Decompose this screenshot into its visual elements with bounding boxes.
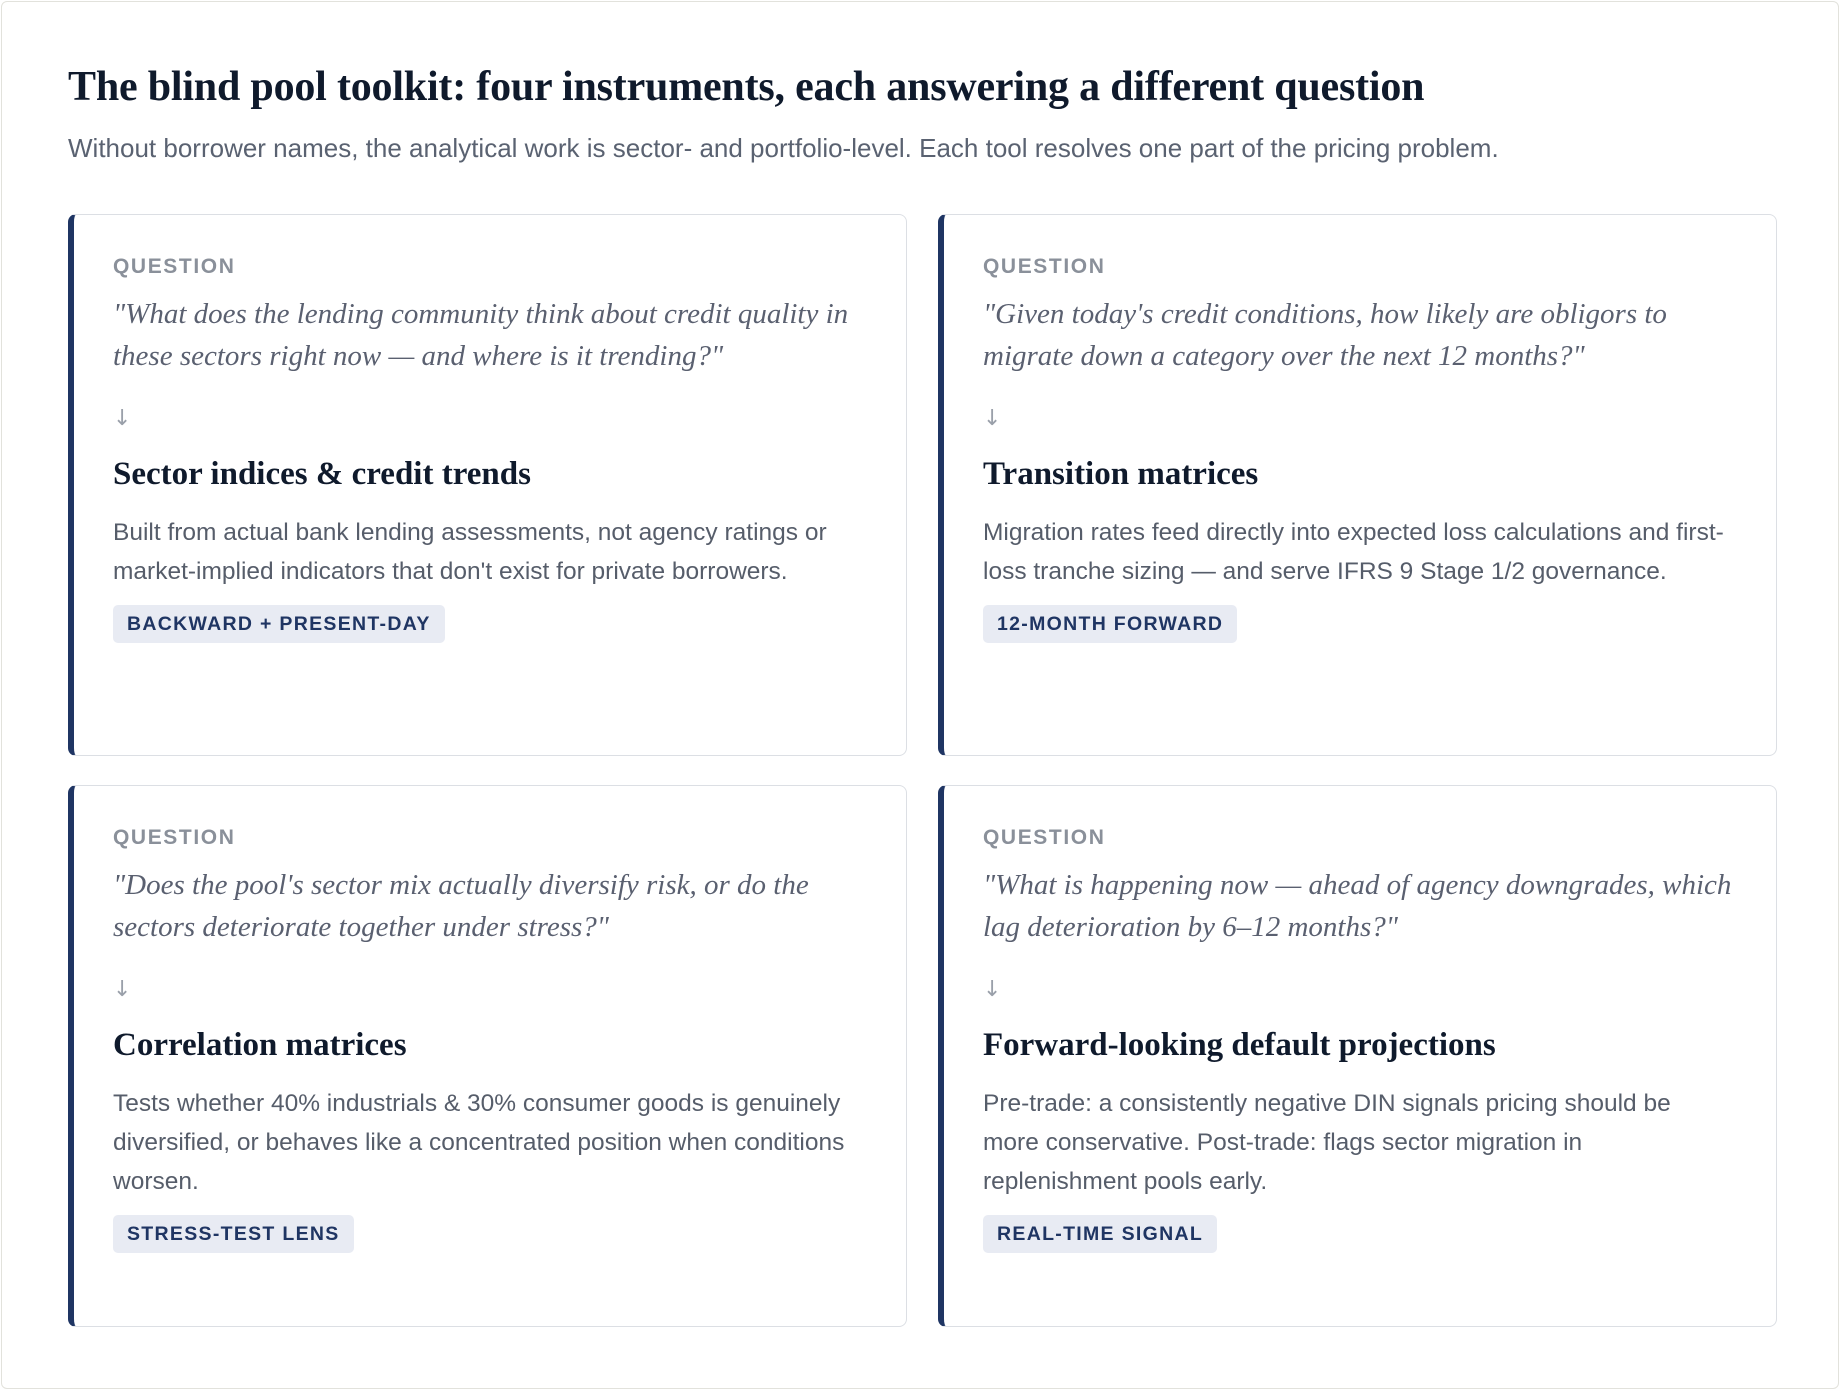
tool-description: Built from actual bank lending assessments, not agency ratings or market-implied indicators that don't exist for private borrowers.	[113, 519, 827, 585]
card-transition-matrices	[938, 214, 1777, 756]
horizon-tag: REAL-TIME SIGNAL	[983, 1215, 1217, 1253]
toolkit-card-grid	[68, 214, 1777, 1327]
tool-title: Correlation matrices	[113, 1027, 407, 1063]
tool-description: Migration rates feed directly into expected loss calculations and first-loss tranche sizing — and serve IFRS 9 Stage 1/2 governance.	[983, 519, 1724, 585]
card-sector-indices	[68, 214, 907, 756]
question-text: "What is happening now — ahead of agency downgrades, which lag deterioration by 6–12 months?"	[983, 869, 1732, 943]
down-arrow-icon: ↓	[113, 406, 132, 431]
page-subtitle: Without borrower names, the analytical work is sector- and portfolio-level. Each tool resolves one part of the pricing problem.	[68, 133, 1499, 163]
down-arrow-icon: ↓	[983, 977, 1002, 1002]
card-correlation-matrices	[68, 785, 907, 1327]
question-label: QUESTION	[113, 255, 236, 278]
tool-title: Sector indices & credit trends	[113, 456, 531, 492]
page-frame	[1, 1, 1839, 1389]
down-arrow-icon: ↓	[113, 977, 132, 1002]
question-label: QUESTION	[983, 255, 1106, 278]
horizon-tag: STRESS-TEST LENS	[113, 1215, 354, 1253]
question-text: "What does the lending community think about credit quality in these sectors right now — and where is it trending?"	[113, 298, 849, 372]
tool-title: Forward-looking default projections	[983, 1027, 1496, 1063]
question-text: "Does the pool's sector mix actually diversify risk, or do the sectors deteriorate together under stress?"	[113, 869, 809, 943]
horizon-tag: BACKWARD + PRESENT-DAY	[113, 605, 445, 643]
page-title: The blind pool toolkit: four instruments, each answering a different question	[68, 64, 1425, 110]
tool-description: Pre-trade: a consistently negative DIN signals pricing should be more conservative. Post-trade: flags sector migration in replenishment pools early.	[983, 1090, 1671, 1195]
question-text: "Given today's credit conditions, how likely are obligors to migrate down a category over the next 12 months?"	[983, 298, 1667, 372]
question-label: QUESTION	[983, 826, 1106, 849]
tool-title: Transition matrices	[983, 456, 1259, 492]
horizon-tag: 12-MONTH FORWARD	[983, 605, 1237, 643]
down-arrow-icon: ↓	[983, 406, 1002, 431]
tool-description: Tests whether 40% industrials & 30% consumer goods is genuinely diversified, or behaves like a concentrated position when conditions worsen.	[113, 1090, 845, 1195]
card-default-projections	[938, 785, 1777, 1327]
question-label: QUESTION	[113, 826, 236, 849]
